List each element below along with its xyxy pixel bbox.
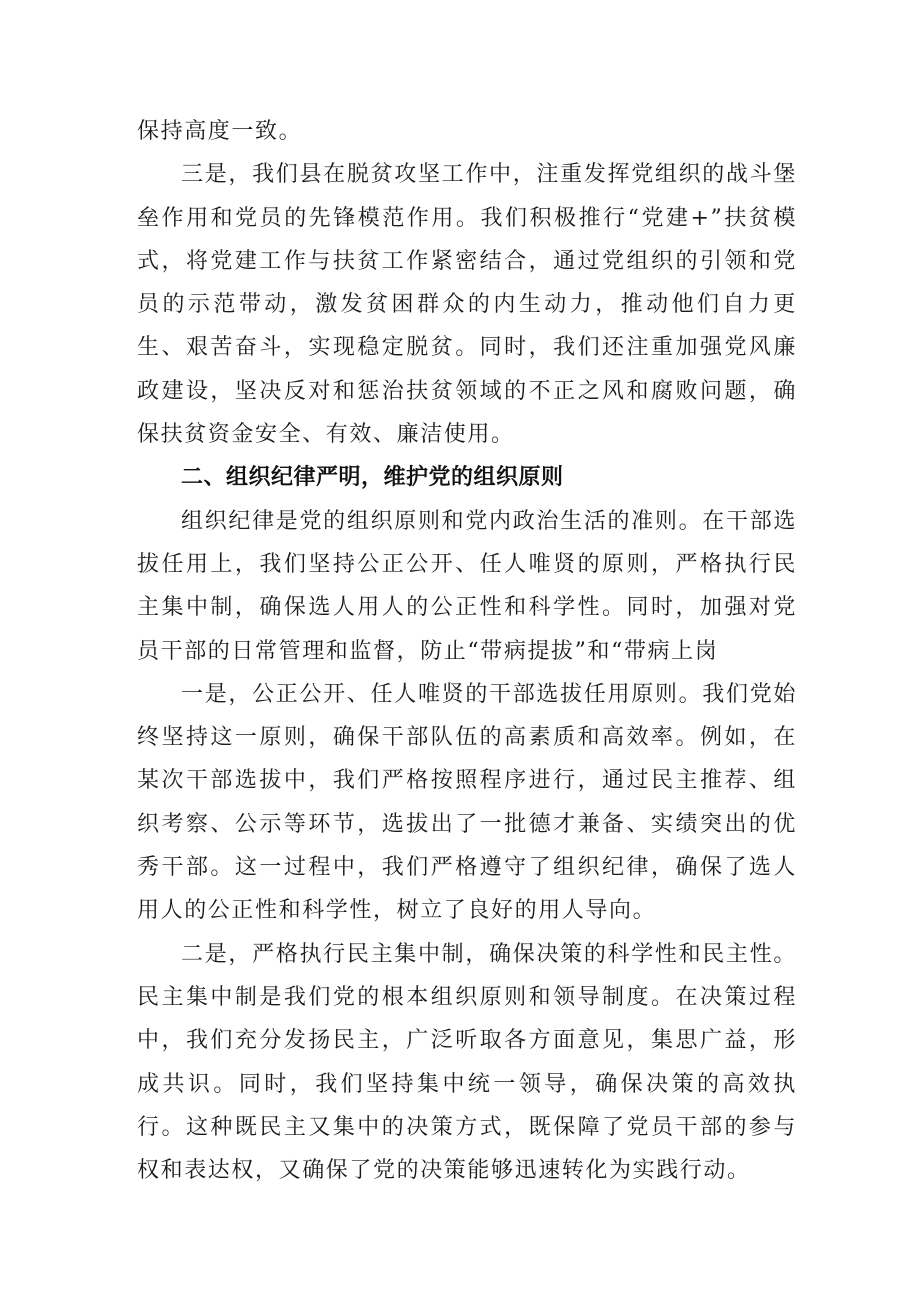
paragraph-point-two: 二是，严格执行民主集中制，确保决策的科学性和民主性。民主集中制是我们党的根本组织原则和领导制度。在决策过程中，我们充分发扬民主，广泛听取各方面意见，集思广益，形成共识。同时，我们坚持集中统一领导，确保决策的高效执行。这种既民主又集中的决策方式，既保障了党员干部的参与权和表达权，又确保了党的决策能够迅速转化为实践行动。 (137, 941, 797, 1184)
section-heading: 二、组织纪律严明，维护党的组织原则 (181, 465, 564, 491)
paragraph-section-intro: 组织纪律是党的组织原则和党内政治生活的准则。在干部选拔任用上，我们坚持公正公开、任人唯贤的原则，严格执行民主集中制，确保选人用人的公正性和科学性。同时，加强对党员干部的日常管理和监督，防止“带病提拔”和“带病上岗 (137, 508, 797, 664)
paragraph-continuation: 保持高度一致。 (137, 119, 303, 144)
document-body (137, 110, 797, 1192)
paragraph-point-three: 三是，我们县在脱贫攻坚工作中，注重发挥党组织的战斗堡垒作用和党员的先锋模范作用。我们积极推行“党建+”扶贫模式，将党建工作与扶贫工作紧密结合，通过党组织的引领和党员的示范带动，激发贫困群众的内生动力，推动他们自力更生、艰苦奋斗，实现稳定脱贫。同时，我们还注重加强党风廉政建设，坚决反对和惩治扶贫领域的不正之风和腐败问题，确保扶贫资金安全、有效、廉洁使用。 (137, 162, 797, 448)
paragraph-point-one: 一是，公正公开、任人唯贤的干部选拔任用原则。我们党始终坚持这一原则，确保干部队伍的高素质和高效率。例如，在某次干部选拔中，我们严格按照程序进行，通过民主推荐、组织考察、公示等环节，选拔出了一批德才兼备、实绩突出的优秀干部。这一过程中，我们严格遵守了组织纪律，确保了选人用人的公正性和科学性，树立了良好的用人导向。 (137, 681, 797, 924)
